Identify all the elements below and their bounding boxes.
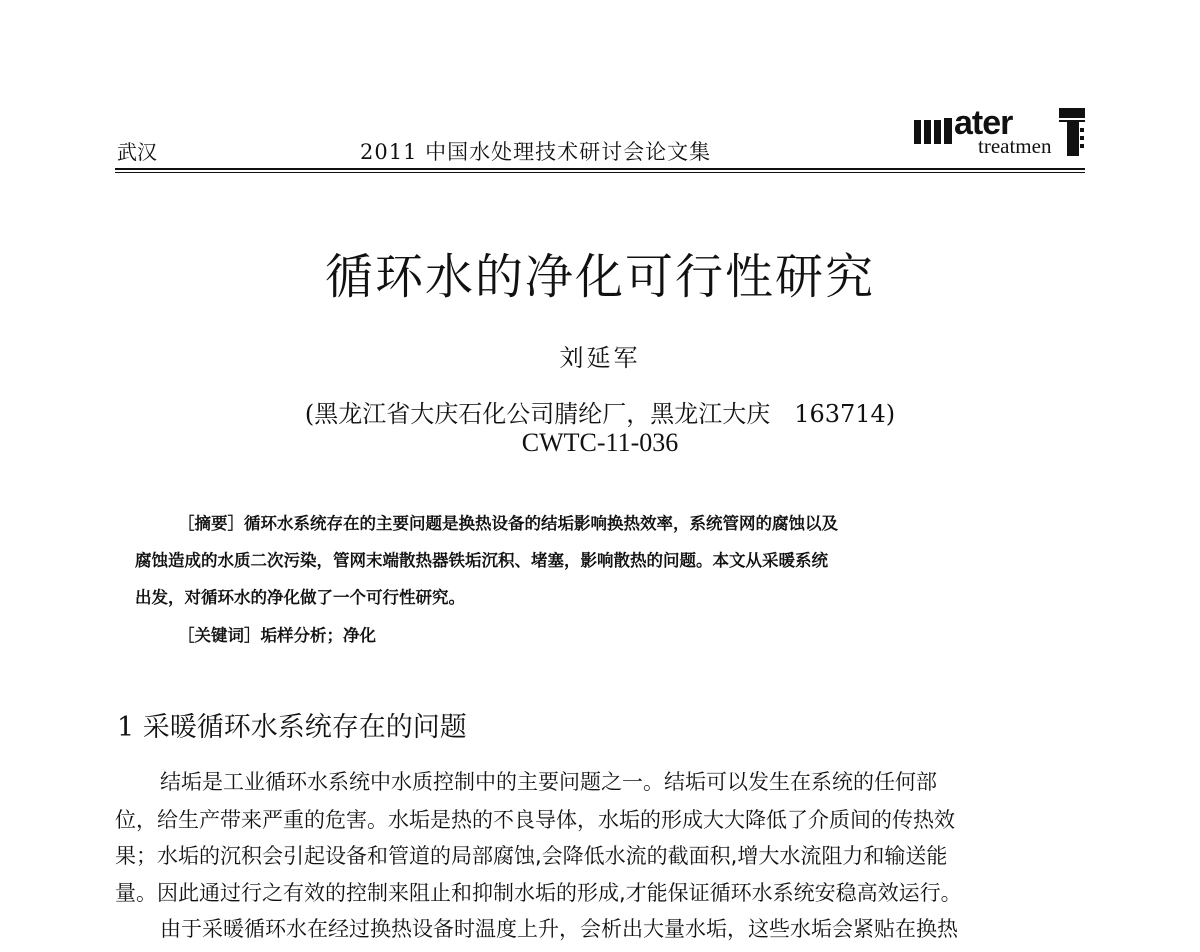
body-line: 量。因此通过行之有效的控制来阻止和抑制水垢的形成,才能保证循环水系统安稳高效运行。 bbox=[115, 881, 962, 905]
paper-code: CWTC-11-036 bbox=[521, 428, 679, 457]
body-line: 由于采暖循环水在经过换热设备时温度上升，会析出大量水垢，这些水垢会紧贴在换热 bbox=[160, 917, 958, 941]
water-treatment-logo-icon bbox=[912, 104, 1088, 164]
logo-word: ater bbox=[954, 104, 1013, 142]
body-line: 果；水垢的沉积会引起设备和管道的局部腐蚀,会降低水流的截面积,增大水流阻力和输送能 bbox=[115, 844, 948, 868]
abstract-line: ［摘要］循环水系统存在的主要问题是换热设备的结垢影响换热效率，系统管网的腐蚀以及 bbox=[178, 514, 838, 533]
abstract-line: 出发，对循环水的净化做了一个可行性研究。 bbox=[135, 588, 465, 607]
logo-t-icon bbox=[1059, 108, 1085, 156]
logo-bars-icon bbox=[914, 118, 952, 144]
body-line: 结垢是工业循环水系统中水质控制中的主要问题之一。结垢可以发生在系统的任何部 bbox=[160, 770, 937, 794]
abstract-line: 腐蚀造成的水质二次污染，管网末端散热器铁垢沉积、堵塞，影响散热的问题。本文从采暖系统 bbox=[135, 551, 828, 570]
header-rule-thin bbox=[115, 172, 1085, 173]
body-line: 位，给生产带来严重的危害。水垢是热的不良导体，水垢的形成大大降低了介质间的传热效 bbox=[115, 808, 955, 832]
paper-author: 刘延军 bbox=[559, 344, 641, 372]
section-heading: 1 采暖循环水系统存在的问题 bbox=[117, 712, 467, 743]
paper-title: 循环水的净化可行性研究 bbox=[324, 249, 875, 305]
header-proceedings-title: 2011 中国水处理技术研讨会论文集 bbox=[360, 140, 712, 164]
logo-subword: treatmen bbox=[978, 134, 1052, 158]
header-rule-thick bbox=[115, 168, 1085, 170]
paper-affiliation: (黑龙江省大庆石化公司腈纶厂，黑龙江大庆 163714) bbox=[304, 400, 896, 428]
header-city: 武汉 bbox=[117, 140, 157, 164]
keywords: ［关键词］垢样分析；净化 bbox=[178, 626, 376, 645]
